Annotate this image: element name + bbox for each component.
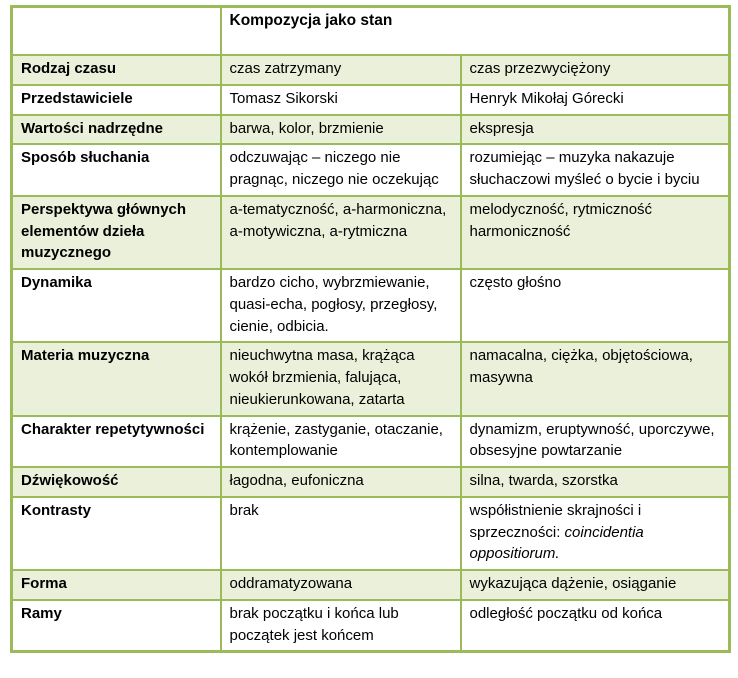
table-row [12, 196, 730, 269]
value-cell: rozumiejąc – muzyka nakazuje słuchaczowi myśleć o bycie i byciu [461, 144, 730, 196]
table-header-row [12, 7, 730, 56]
table-row [12, 144, 730, 196]
row-label-cell: Dźwiękowość [12, 467, 221, 497]
row-label-cell: Kontrasty [12, 497, 221, 570]
cell-text-part: współistnienie skrajności i sprzeczności: [469, 501, 642, 541]
header-corner-cell [12, 7, 221, 56]
table-row [12, 600, 730, 652]
table-row [12, 497, 730, 570]
table-body [12, 55, 730, 652]
table-row [12, 416, 730, 468]
value-cell: silna, twarda, szorstka [461, 467, 730, 497]
table-row [12, 85, 730, 115]
value-cell: namacalna, ciężka, objętościowa, masywna [461, 342, 730, 415]
value-cell: czas zatrzymany [221, 55, 461, 85]
row-label-cell: Charakter repetytywności [12, 416, 221, 468]
value-cell: nieuchwytna masa, krążąca wokół brzmienia, falująca, nieukierunkowana, zatarta [221, 342, 461, 415]
table-row [12, 269, 730, 342]
value-cell: a-tematyczność, a-harmoniczna, a-motywiczna, a-rytmiczna [221, 196, 461, 269]
value-cell: wykazująca dążenie, osiąganie [461, 570, 730, 600]
row-label-cell: Przedstawiciele [12, 85, 221, 115]
value-cell: oddramatyzowana [221, 570, 461, 600]
value-cell: bardzo cicho, wybrzmiewanie, quasi-echa, pogłosy, przegłosy, cienie, odbicia. [221, 269, 461, 342]
value-cell: krążenie, zastyganie, otaczanie, kontemplowanie [221, 416, 461, 468]
value-cell [461, 497, 730, 570]
value-cell: odległość początku od końca [461, 600, 730, 652]
row-label-cell: Forma [12, 570, 221, 600]
value-cell: często głośno [461, 269, 730, 342]
value-cell: melodyczność, rytmiczność harmoniczność [461, 196, 730, 269]
table-row [12, 467, 730, 497]
row-label-cell: Sposób słuchania [12, 144, 221, 196]
value-cell: ekspresja [461, 115, 730, 145]
value-cell: Henryk Mikołaj Górecki [461, 85, 730, 115]
value-cell: dynamizm, eruptywność, uporczywe, obsesyjne powtarzanie [461, 416, 730, 468]
row-label-cell: Ramy [12, 600, 221, 652]
row-label-cell: Perspektywa głównych elementów dzieła muzycznego [12, 196, 221, 269]
table-row [12, 342, 730, 415]
row-label-cell: Rodzaj czasu [12, 55, 221, 85]
value-cell: barwa, kolor, brzmienie [221, 115, 461, 145]
table-row [12, 570, 730, 600]
value-cell: czas przezwyciężony [461, 55, 730, 85]
comparison-table [10, 5, 731, 653]
row-label-cell: Wartości nadrzędne [12, 115, 221, 145]
value-cell: Tomasz Sikorski [221, 85, 461, 115]
value-cell: brak początku i końca lub początek jest końcem [221, 600, 461, 652]
table-row [12, 115, 730, 145]
table-row [12, 55, 730, 85]
value-cell: odczuwając – niczego nie pragnąc, niczego nie oczekując [221, 144, 461, 196]
table-title: Kompozycja jako stan [221, 7, 730, 56]
latin-phrase-italic: coincidentia oppositiorum. [469, 523, 644, 563]
value-cell: łagodna, eufoniczna [221, 467, 461, 497]
row-label-cell: Materia muzyczna [12, 342, 221, 415]
value-cell: brak [221, 497, 461, 570]
row-label-cell: Dynamika [12, 269, 221, 342]
